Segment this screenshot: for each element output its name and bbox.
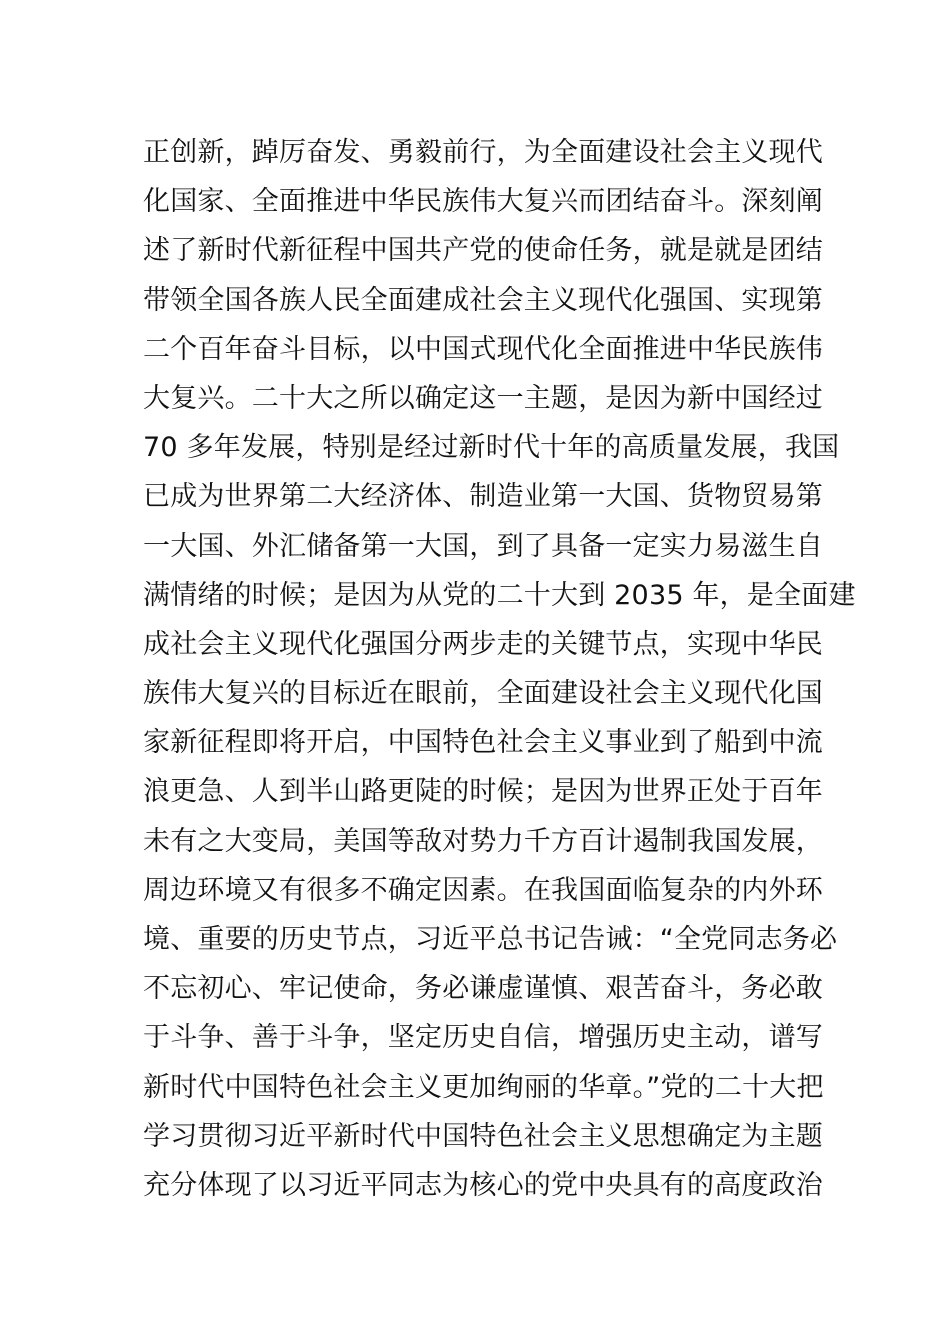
text-line: 二个百年奋斗目标，以中国式现代化全面推进中华民族伟: [143, 333, 823, 365]
text-line: 成社会主义现代化强国分两步走的关键节点，实现中华民: [143, 628, 823, 660]
text-line: 正创新，踔厉奋发、勇毅前行，为全面建设社会主义现代: [143, 137, 823, 168]
text-line: 述了新时代新征程中国共产党的使命任务，就是就是团结: [143, 235, 823, 267]
text-line: 充分体现了以习近平同志为核心的党中央具有的高度政治: [143, 1169, 823, 1201]
text-line: 大复兴。二十大之所以确定这一主题，是因为新中国经过: [143, 382, 823, 414]
text-line: 化国家、全面推进中华民族伟大复兴而团结奋斗。深刻阐: [143, 186, 823, 218]
text-line: 境、重要的历史节点，习近平总书记告诫：“全党同志务必: [143, 924, 838, 955]
text-line: 满情绪的时候；是因为从党的二十大到 2035 年，是全面建: [143, 579, 856, 611]
text-line: 不忘初心、牢记使命，务必谦虚谨慎、艰苦奋斗，务必敢: [143, 973, 823, 1005]
text-line: 70 多年发展，特别是经过新时代十年的高质量发展，我国: [143, 432, 840, 464]
text-line: 带领全国各族人民全面建成社会主义现代化强国、实现第: [143, 284, 823, 316]
text-line: 新时代中国特色社会主义更加绚丽的华章。”党的二十大把: [143, 1071, 824, 1103]
text-line: 已成为世界第二大经济体、制造业第一大国、货物贸易第: [143, 481, 823, 513]
text-line: 浪更急、人到半山路更陡的时候；是因为世界正处于百年: [143, 776, 823, 808]
text-line: 周边环境又有很多不确定因素。在我国面临复杂的内外环: [143, 874, 823, 906]
text-line: 于斗争、善于斗争，坚定历史自信，增强历史主动，谱写: [143, 1022, 823, 1054]
text-line: 家新征程即将开启，中国特色社会主义事业到了船到中流: [143, 727, 823, 759]
text-line: 一大国、外汇储备第一大国，到了具备一定实力易滋生自: [143, 530, 823, 562]
body-text: [143, 128, 856, 1210]
text-line: 未有之大变局，美国等敌对势力千方百计遏制我国发展，: [143, 825, 823, 857]
text-line: 学习贯彻习近平新时代中国特色社会主义思想确定为主题: [143, 1120, 823, 1152]
text-line: 族伟大复兴的目标近在眼前，全面建设社会主义现代化国: [143, 678, 823, 710]
